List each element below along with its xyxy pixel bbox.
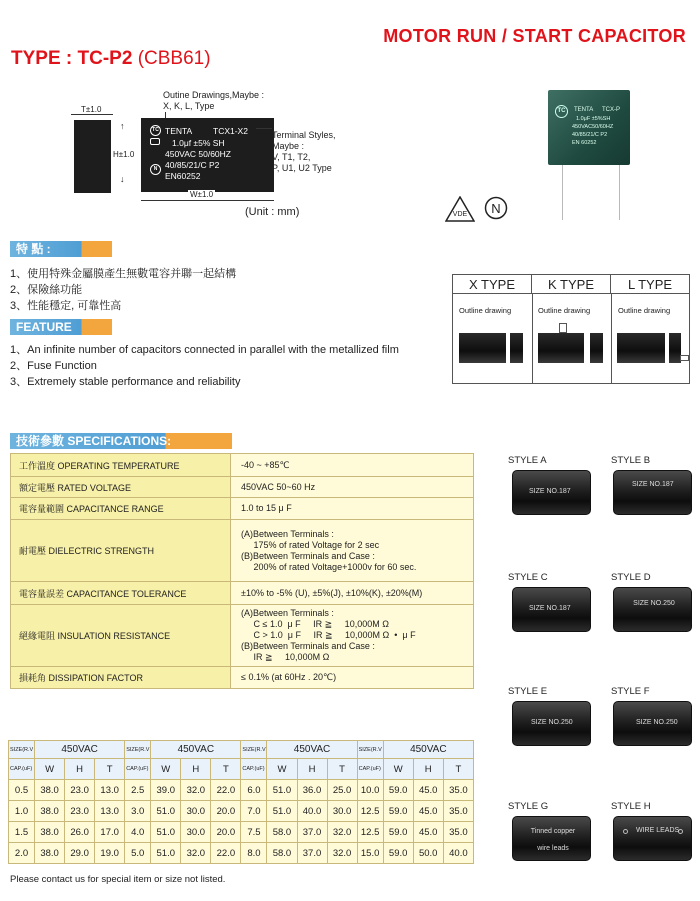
dim-col-header: H (297, 759, 327, 780)
terminal-leader (256, 128, 272, 129)
style-b-text: SIZE NO.187 (632, 481, 674, 488)
feature-cn-1: 1、使用特殊金屬膜產生無數電容并聯一起結構 (10, 268, 237, 280)
spec-row-voltage (11, 477, 474, 498)
size-rv-label: SIZE(R.V (9, 741, 35, 759)
t-dim-line (71, 114, 113, 115)
n-cert-mark-icon (484, 196, 508, 225)
outline-drawing (60, 88, 350, 223)
cap-value: 12.5 (357, 801, 383, 822)
style-f-label: STYLE F (611, 686, 650, 697)
spec-row-tolerance (11, 582, 474, 605)
dim-value: 17.0 (95, 822, 125, 843)
dim-value: 32.0 (181, 843, 211, 864)
dim-col-header: H (413, 759, 443, 780)
dim-value: 39.0 (151, 780, 181, 801)
type-title (11, 48, 211, 70)
cap-value: 5.0 (125, 843, 151, 864)
cap-value: 7.5 (241, 822, 267, 843)
ul-mark-icon (150, 138, 160, 145)
dim-col-header: W (267, 759, 297, 780)
dim-value: 22.0 (211, 780, 241, 801)
style-c-plate (512, 587, 591, 632)
dim-value: 45.0 (413, 822, 443, 843)
style-c-text: SIZE NO.187 (529, 605, 571, 612)
types-header (453, 275, 689, 294)
cap-value: 4.0 (125, 822, 151, 843)
features-cn-heading: 特 點 : (10, 241, 112, 257)
dim-value: 35.0 (443, 822, 473, 843)
photo-marking-line1: 1.0μF ±5%SH (576, 116, 611, 122)
dim-value: 45.0 (413, 801, 443, 822)
dimensions-table (8, 740, 474, 864)
cap-label: CAP.(uF) (9, 759, 35, 780)
dim-col-header: T (211, 759, 241, 780)
dim-value: 59.0 (383, 843, 413, 864)
terminal-styles (508, 455, 693, 865)
dim-value: 37.0 (297, 843, 327, 864)
style-c-label: STYLE C (508, 572, 548, 583)
dim-value: 13.0 (95, 780, 125, 801)
cap-value: 1.0 (9, 801, 35, 822)
spec-row-insulation (11, 605, 474, 667)
dim-col-header: T (443, 759, 473, 780)
marking-line2: 450VAC 50/60HZ (165, 149, 231, 159)
dim-value: 30.0 (181, 801, 211, 822)
style-a-label: STYLE A (508, 455, 547, 466)
dim-value: 51.0 (267, 780, 297, 801)
dim-value: 45.0 (413, 780, 443, 801)
size-rv-label: SIZE(R.V (241, 741, 267, 759)
dim-col-header: T (95, 759, 125, 780)
photo-marking-brand: TENTA (574, 107, 594, 113)
style-a-text: SIZE NO.187 (529, 488, 571, 495)
style-d-label: STYLE D (611, 572, 651, 583)
dim-value: 58.0 (267, 843, 297, 864)
side-view-body (74, 120, 111, 193)
marking-line1: 1.0μf ±5% SH (172, 138, 225, 148)
dim-value: 59.0 (383, 780, 413, 801)
spec-key: 額定電壓 RATED VOLTAGE (11, 477, 231, 498)
cap-value: 10.0 (357, 780, 383, 801)
dim-value: 26.0 (65, 822, 95, 843)
tc-logo-icon: TC (150, 125, 161, 136)
style-d-text: SIZE NO.250 (633, 600, 675, 607)
dim-value: 40.0 (297, 801, 327, 822)
dim-col-header: H (65, 759, 95, 780)
photo-marking-line4: EN 60252 (572, 140, 597, 146)
spec-value: 450VAC 50~60 Hz (231, 477, 474, 498)
dim-value: 30.0 (181, 822, 211, 843)
cap-value: 12.5 (357, 822, 383, 843)
dim-value: 37.0 (297, 822, 327, 843)
cap-value: 15.0 (357, 843, 383, 864)
type-x-header: X TYPE (453, 275, 532, 293)
n-mark-icon: N (150, 164, 161, 175)
voltage-label: 450VAC (35, 741, 125, 759)
dim-value: 40.0 (443, 843, 473, 864)
style-g-text: Tinned copper wire leads (530, 828, 576, 852)
spec-row-temperature (11, 454, 474, 477)
spec-row-capacitance-range (11, 498, 474, 520)
feature-cn-2: 2、保險絲功能 (10, 284, 83, 296)
features-en-heading: FEATURE (10, 319, 112, 335)
k-type-side (590, 333, 603, 363)
cap-label: CAP.(uF) (357, 759, 383, 780)
dim-value: 32.0 (181, 780, 211, 801)
cap-value: 1.5 (9, 822, 35, 843)
product-photo (540, 85, 660, 225)
dim-value: 23.0 (65, 780, 95, 801)
dim-value: 59.0 (383, 822, 413, 843)
svg-text:N: N (491, 201, 501, 216)
height-dim: H±1.0 (113, 150, 135, 159)
spec-value: -40 ~ +85℃ (231, 454, 474, 477)
spec-row-dissipation (11, 667, 474, 689)
type-alt: (CBB61) (137, 48, 211, 69)
dim-value: 50.0 (413, 843, 443, 864)
dim-value: 51.0 (267, 801, 297, 822)
spec-value: 1.0 to 15 μ F (231, 498, 474, 520)
type-col-divider-1 (532, 294, 533, 383)
photo-capacitor-body (548, 90, 630, 165)
style-h-text: WIRE LEADS (636, 827, 680, 834)
dim-value: 32.0 (327, 843, 357, 864)
type-col-divider-2 (611, 294, 612, 383)
type-l-header: L TYPE (627, 277, 673, 292)
dim-value: 20.0 (211, 801, 241, 822)
dim-value: 30.0 (327, 801, 357, 822)
style-e-plate (512, 701, 591, 746)
dim-col-header: W (383, 759, 413, 780)
style-e-label: STYLE E (508, 686, 548, 697)
feature-cn-3: 3、性能穩定, 可靠性高 (10, 300, 122, 312)
dim-col-header: T (327, 759, 357, 780)
size-rv-label: SIZE(R.V (125, 741, 151, 759)
l-type-front (617, 333, 665, 363)
cap-label: CAP.(uF) (125, 759, 151, 780)
feature-en-1: 1、An infinite number of capacitors connected in parallel with the metallized film (10, 344, 399, 356)
style-f-text: SIZE NO.250 (636, 719, 678, 726)
spec-row-dielectric (11, 520, 474, 582)
dim-value: 38.0 (35, 780, 65, 801)
dim-value: 35.0 (443, 801, 473, 822)
voltage-label: 450VAC (151, 741, 241, 759)
table-row (9, 822, 474, 843)
cap-value: 8.0 (241, 843, 267, 864)
k-type-front (538, 333, 584, 363)
spec-key: 電容量誤差 CAPACITANCE TOLERANCE (11, 582, 231, 605)
style-g-label: STYLE G (508, 801, 549, 812)
w-dim-line (141, 200, 274, 201)
dim-value: 23.0 (65, 801, 95, 822)
marking-line4: EN60252 (165, 171, 201, 181)
thickness-dim: T±1.0 (81, 105, 102, 114)
spec-key: 耐電壓 DIELECTRIC STRENGTH (11, 520, 231, 582)
spec-value: (A)Between Terminals : 175% of rated Voltage for 2 sec (B)Between Terminals and Case : 200% of rated Voltage+1000v for 60 sec. (231, 520, 474, 582)
dim-value: 35.0 (443, 780, 473, 801)
photo-marking-line3: 40/85/21/C P2 (572, 132, 608, 138)
spec-value: ≤ 0.1% (at 60Hz . 20℃) (231, 667, 474, 689)
style-d-plate (613, 587, 692, 632)
style-g-plate (512, 816, 591, 861)
l-outline-label: Outline drawing (618, 306, 671, 315)
dim-value: 51.0 (151, 843, 181, 864)
photo-marking-model: TCX-P (602, 107, 620, 113)
outline-note: Outine Drawings,Maybe : X, K, L, Type (163, 90, 265, 111)
specs-heading: 技術參數 SPECIFICATIONS: (10, 433, 232, 449)
x-type-side (510, 333, 523, 363)
dim-value: 59.0 (383, 801, 413, 822)
dim-value: 38.0 (35, 801, 65, 822)
cap-value: 6.0 (241, 780, 267, 801)
voltage-label: 450VAC (383, 741, 473, 759)
dim-value: 36.0 (297, 780, 327, 801)
spec-key: 絕緣電阻 INSULATION RESISTANCE (11, 605, 231, 667)
product-line-title: MOTOR RUN / START CAPACITOR (383, 26, 686, 46)
width-dim: W±1.0 (190, 190, 214, 199)
style-h-plate (613, 816, 692, 861)
spec-key: 工作溫度 OPERATING TEMPERATURE (11, 454, 231, 477)
dim-header-voltage (9, 741, 474, 759)
cap-value: 7.0 (241, 801, 267, 822)
voltage-label: 450VAC (267, 741, 357, 759)
table-row (9, 780, 474, 801)
marking-line3: 40/85/21/C P2 (165, 160, 220, 170)
x-outline-label: Outline drawing (459, 306, 512, 315)
dim-value: 13.0 (95, 801, 125, 822)
specs-table (10, 453, 474, 689)
dim-col-header: H (181, 759, 211, 780)
k-type-tab (559, 323, 567, 333)
dim-value: 32.0 (327, 822, 357, 843)
style-e-text: SIZE NO.250 (531, 719, 573, 726)
spec-value: ±10% to -5% (U), ±5%(J), ±10%(K), ±20%(M) (231, 582, 474, 605)
terminal-note: Terminal Styles, Maybe : V, T1, T2, P, U1, U2 Type (272, 130, 336, 173)
dim-value: 25.0 (327, 780, 357, 801)
spec-key: 電容量範圍 CAPACITANCE RANGE (11, 498, 231, 520)
dim-value: 51.0 (151, 801, 181, 822)
photo-tc-logo-icon: TC (555, 105, 568, 118)
photo-lead-left (562, 165, 563, 220)
table-row (9, 801, 474, 822)
dim-col-header: W (151, 759, 181, 780)
cap-value: 2.0 (9, 843, 35, 864)
photo-lead-right (619, 165, 620, 220)
photo-marking-line2: 450VAC50/60HZ (572, 124, 614, 130)
dim-header-columns (9, 759, 474, 780)
style-b-label: STYLE B (611, 455, 651, 466)
marking-brand: TENTA (165, 126, 193, 136)
marking-model: TCX1-X2 (213, 126, 248, 136)
dim-value: 38.0 (35, 843, 65, 864)
dim-value: 58.0 (267, 822, 297, 843)
vde-mark-icon (445, 196, 475, 227)
dim-value: 20.0 (211, 822, 241, 843)
wire-lead-left-icon (623, 829, 628, 834)
style-b-plate (613, 470, 692, 515)
feature-en-3: 3、Extremely stable performance and reliability (10, 376, 241, 388)
unit-label: (Unit : mm) (245, 206, 300, 218)
style-a-plate (512, 470, 591, 515)
l-type-tab (680, 355, 689, 361)
cap-value: 3.0 (125, 801, 151, 822)
svg-text:VDE: VDE (452, 211, 468, 218)
type-label: TYPE : TC-P2 (11, 48, 133, 69)
cap-value: 2.5 (125, 780, 151, 801)
h-arrow-up: ↑ (120, 121, 125, 131)
type-k-header: K TYPE (532, 275, 611, 293)
contact-note: Please contact us for special item or size not listed. (10, 874, 226, 885)
dim-value: 19.0 (95, 843, 125, 864)
spec-value: (A)Between Terminals : C ≤ 1.0 μ F IR ≧ 10,000M Ω C > 1.0 μ F IR ≧ 10,000M Ω • μ F (B)Between Terminals and Case : IR ≧ 10,000M Ω (231, 605, 474, 667)
outline-types-box (452, 274, 690, 384)
front-view-body (141, 118, 274, 192)
k-outline-label: Outline drawing (538, 306, 591, 315)
dim-value: 38.0 (35, 822, 65, 843)
spec-key: 損耗角 DISSIPATION FACTOR (11, 667, 231, 689)
size-rv-label: SIZE(R.V (357, 741, 383, 759)
dim-value: 51.0 (151, 822, 181, 843)
table-row (9, 843, 474, 864)
feature-en-2: 2、Fuse Function (10, 360, 97, 372)
dim-value: 29.0 (65, 843, 95, 864)
cap-value: 0.5 (9, 780, 35, 801)
style-f-plate (613, 701, 692, 746)
h-arrow-down: ↓ (120, 174, 125, 184)
dim-col-header: W (35, 759, 65, 780)
x-type-front (459, 333, 506, 363)
style-h-label: STYLE H (611, 801, 651, 812)
dim-value: 22.0 (211, 843, 241, 864)
cap-label: CAP.(uF) (241, 759, 267, 780)
